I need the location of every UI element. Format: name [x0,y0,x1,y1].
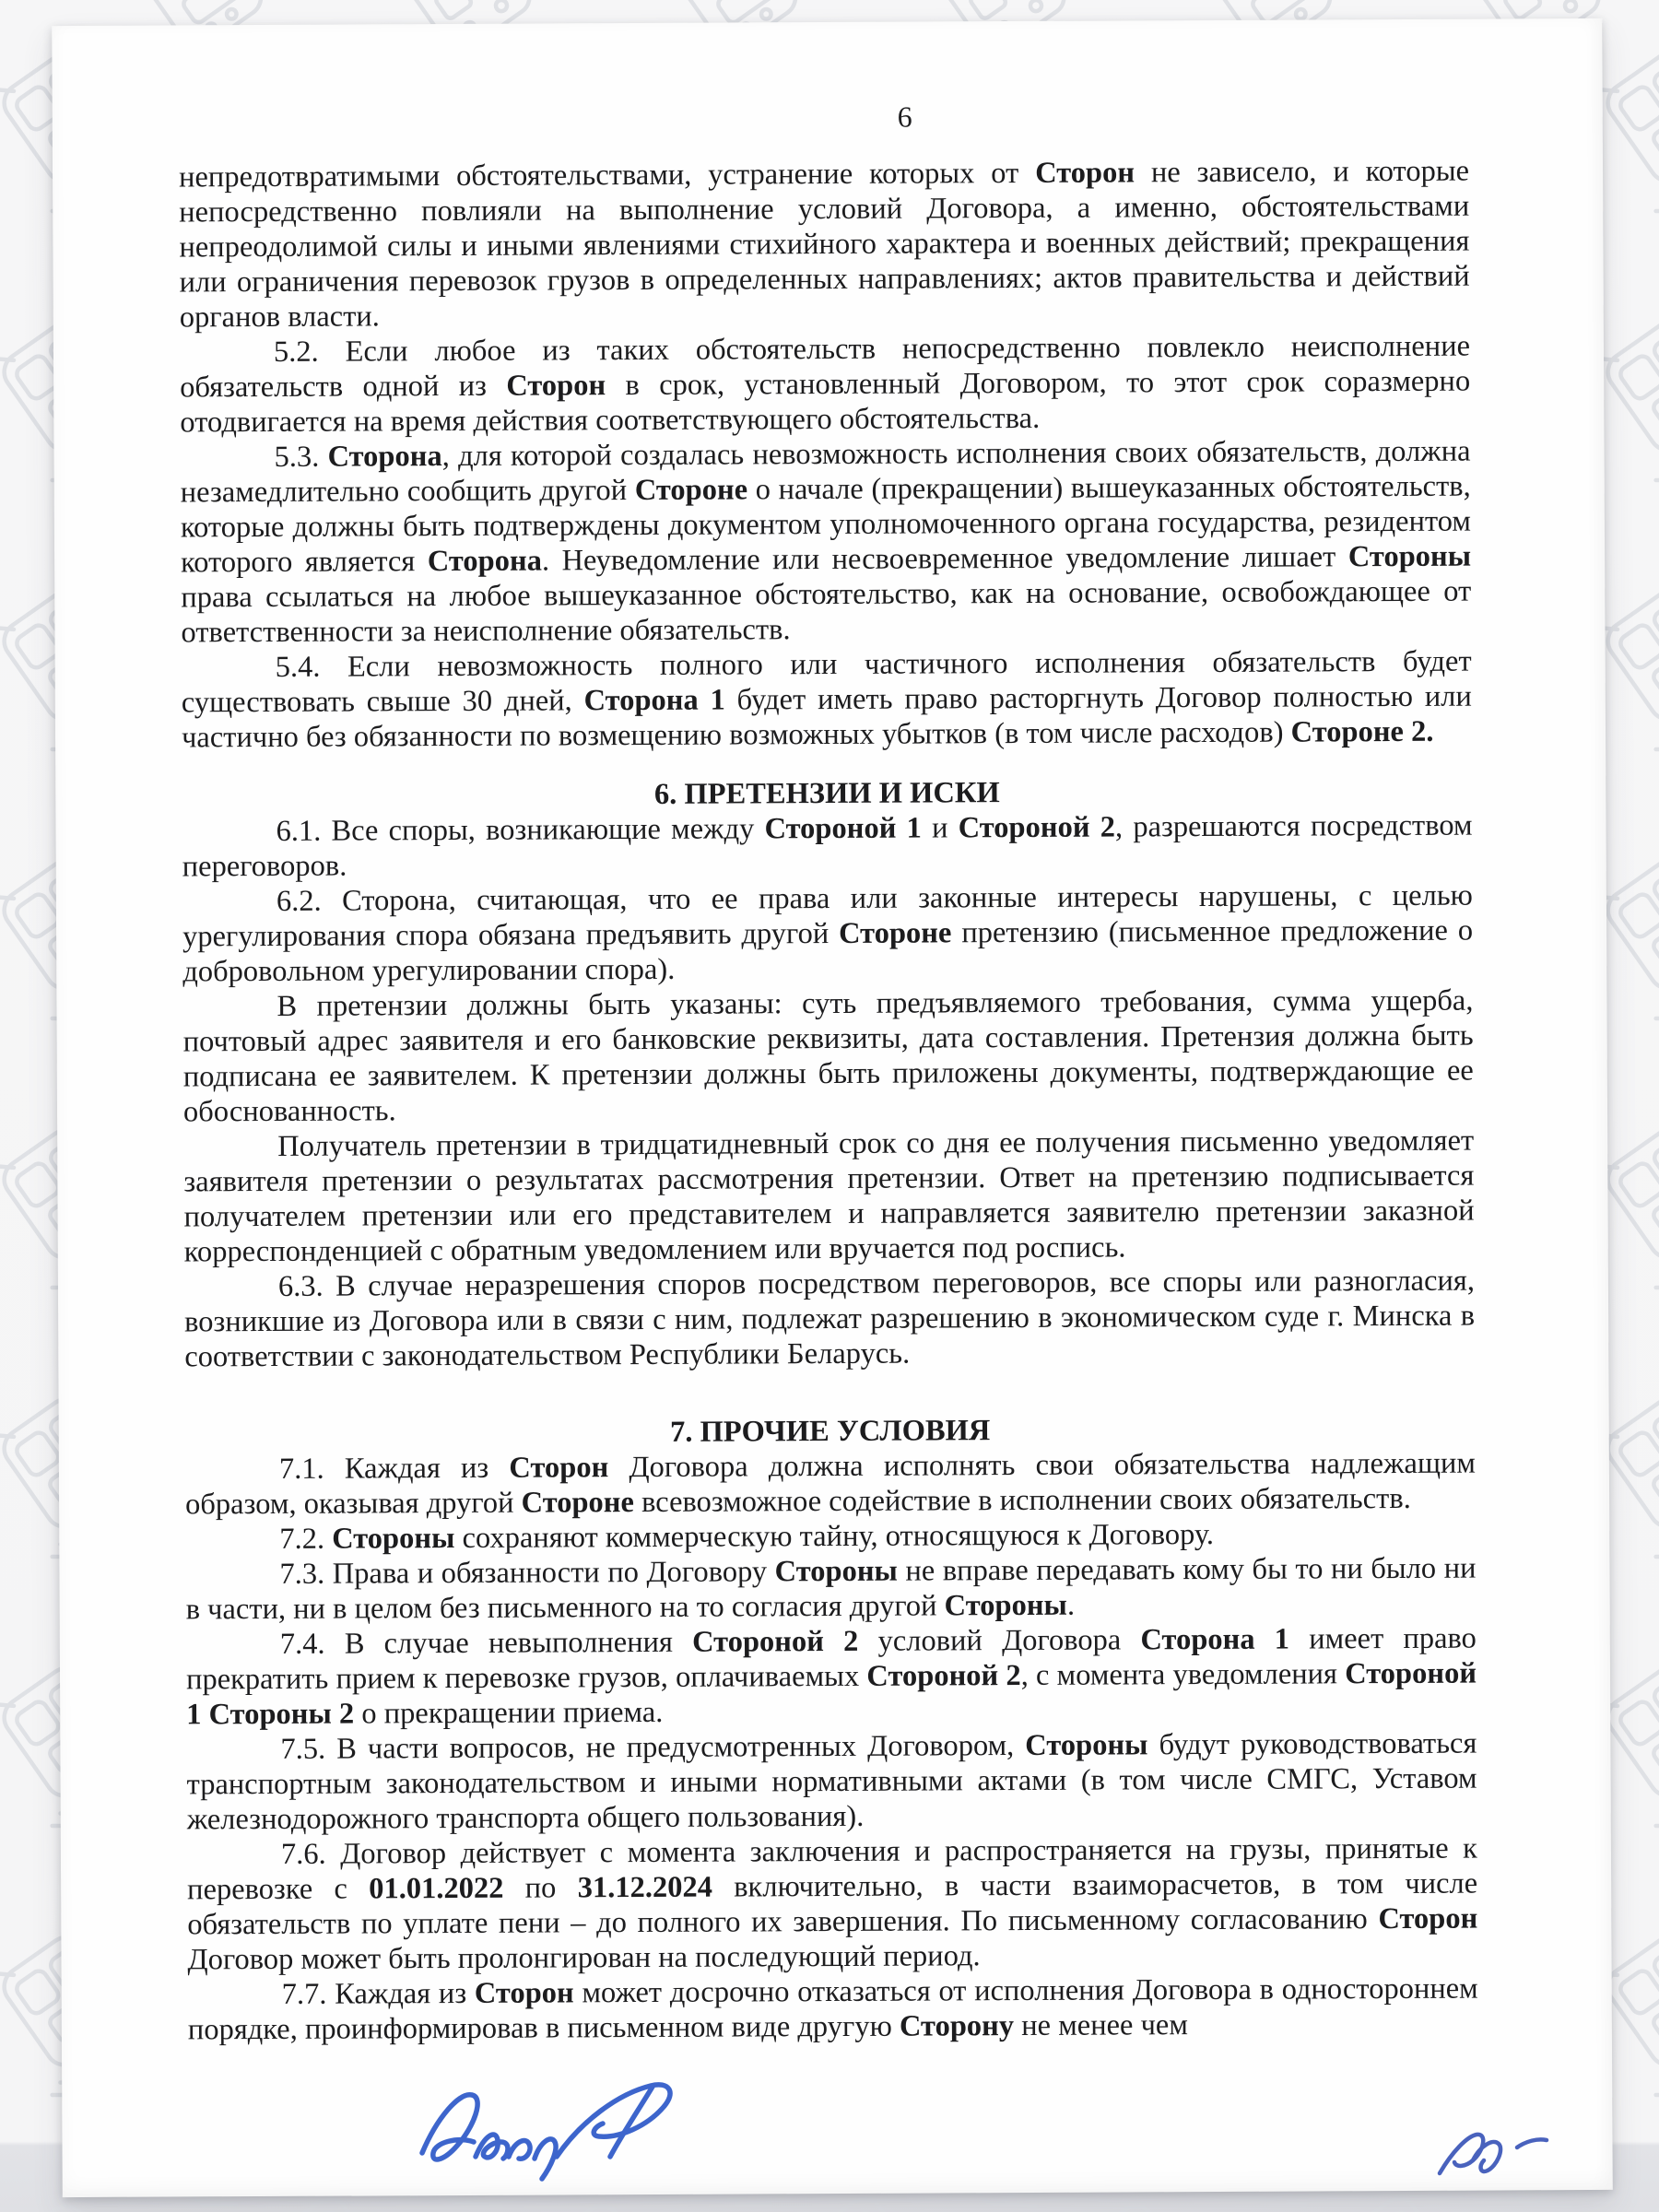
train-icon [0,442,20,632]
paragraph: 5.4. Если невозможность полного или частичного исполнения обязательств будет существовать свыше 30 дней, Сторона 1 будет иметь право расторгнуть Договор полностью или частично без обязанности по возмещению возможных убытков (в том числе расходов) Стороне 2. [181,644,1472,755]
section-heading: 6. ПРЕТЕНЗИИ И ИСКИ [653,776,1000,811]
train-icon [0,1788,20,1978]
paragraph: 7.1. Каждая из Сторон Договора должна исполнять свои обязательства надлежащим образом, оказывая другой Стороне всевозможное содействие в исполнении своих обязательств. [185,1446,1476,1522]
paragraph: 7.5. В части вопросов, не предусмотренных Договором, Стороны будут руководствоваться транспортным законодательством и иными нормативными актами (в том числе СМГС, Уставом железнодорожного транспорта общего пользования). [186,1726,1477,1837]
train-icon [0,173,20,363]
train-icon [0,712,20,901]
paragraph: 5.2. Если любое из таких обстоятельств непосредственно повлекло неисполнение обязательств одной из Сторон в срок, установленный Договором, то этот срок соразмерно отодвигается на время действия соответствующего обстоятельства. [180,329,1471,440]
paragraph: 7.3. Права и обязанности по Договору Стороны не вправе передавать кому бы то ни было ни в части, ни в целом без письменного на то согласия другой Стороны. [185,1551,1477,1627]
train-icon [1311,2192,1490,2212]
train-icon [0,981,20,1171]
paragraph: 7.7. Каждая из Сторон может досрочно отказаться от исполнения Договора в одностороннем порядке, проинформировав в письменном виде другую Сторону не менее чем [187,1971,1478,2047]
paragraph: Получатель претензии в тридцатидневный срок со дня ее получения письменно уведомляет заявителя претензии о результатах рассмотрения претензии. Ответ на претензию подписывается получателем претензии или его представителем и направляется заявителю претензии заказной корреспонденцией с обратным уведомлением или вручается под роспись. [183,1124,1475,1269]
paragraph: 7.2. Стороны сохраняют коммерческую тайну, относящуюся к Договору. [279,1517,1215,1556]
page-number: 6 [897,100,912,134]
train-icon [0,0,20,94]
paragraph: 6.1. Все споры, возникающие между Стороной 1 и Стороной 2, разрешаются посредством переговоров. [182,808,1473,884]
paragraph: В претензии должны быть указаны: суть предъявляемого требования, сумма ущерба, почтовый адрес заявителя и его банковские реквизиты, дата составления. Претензия должна быть подписана ее заявителем. К претензии должны быть приложены документы, подтверждающие ее обоснованность. [182,983,1474,1129]
train-icon [776,2192,956,2212]
paragraph: 7.4. В случае невыполнения Стороной 2 условий Договора Сторона 1 имеет право прекратить прием к перевозке грузов, оплачиваемых Стороной 2, с момента уведомления Стороной 1 Стороны 2 о прекращении приема. [185,1621,1477,1732]
paragraph: 6.3. В случае неразрешения споров посредством переговоров, все споры или разногласия, возникшие из Договора или в связи с ним, подлежат разрешению в экономическом суде г. Минска в соответствии с законодательством Республики Беларусь. [184,1264,1476,1374]
document-page [52,18,1612,2197]
train-icon [0,1519,20,1709]
signature-ink [417,2076,721,2184]
section-heading: 7. ПРОЧИЕ УСЛОВИЯ [669,1414,991,1449]
paragraph: 6.2. Сторона, считающая, что ее права или законные интересы нарушены, с целью урегулирования спора обязана предъявить другой Стороне претензию (письменное предложение о добровольном урегулировании спора). [182,878,1474,989]
paragraph: 7.6. Договор действует с момента заключения и распространяется на грузы, принятые к перевозке с 01.01.2022 по 31.12.2024 включительно, в части взаиморасчетов, в том числе обязательств по уплате пени – до полного их завершения. По письменному согласованию Сторон Договор может быть пролонгирован на последующий период. [187,1831,1478,1977]
initials-ink [1429,2124,1558,2181]
document-body [179,154,1478,2048]
paragraph: 5.3. Сторона, для которой создалась невозможность исполнения своих обязательств, должна незамедлительно сообщить другой Стороне о начале (прекращении) вышеуказанных обстоятельств, которые должны быть подтверждены документом уполномоченного органа государства, резидентом которого является Сторона. Неуведомление или несвоевременное уведомление лишает Стороны права ссылаться на любое вышеуказанное обстоятельство, как на основание, освобождающее от ответственности за неисполнение обязательств. [180,434,1472,650]
train-icon [0,1250,20,1440]
paragraph: непредотвратимыми обстоятельствами, устранение которых от Сторон не зависело, и которые непосредственно повлияли на выполнение условий Договора, а именно, обстоятельствами непреодолимой силы и иными явлениями стихийного характера и военных действий; прекращения или ограничения перевозок грузов в определенных направлениях; актов правительства и действий органов власти. [178,154,1470,335]
train-icon [0,2057,20,2212]
